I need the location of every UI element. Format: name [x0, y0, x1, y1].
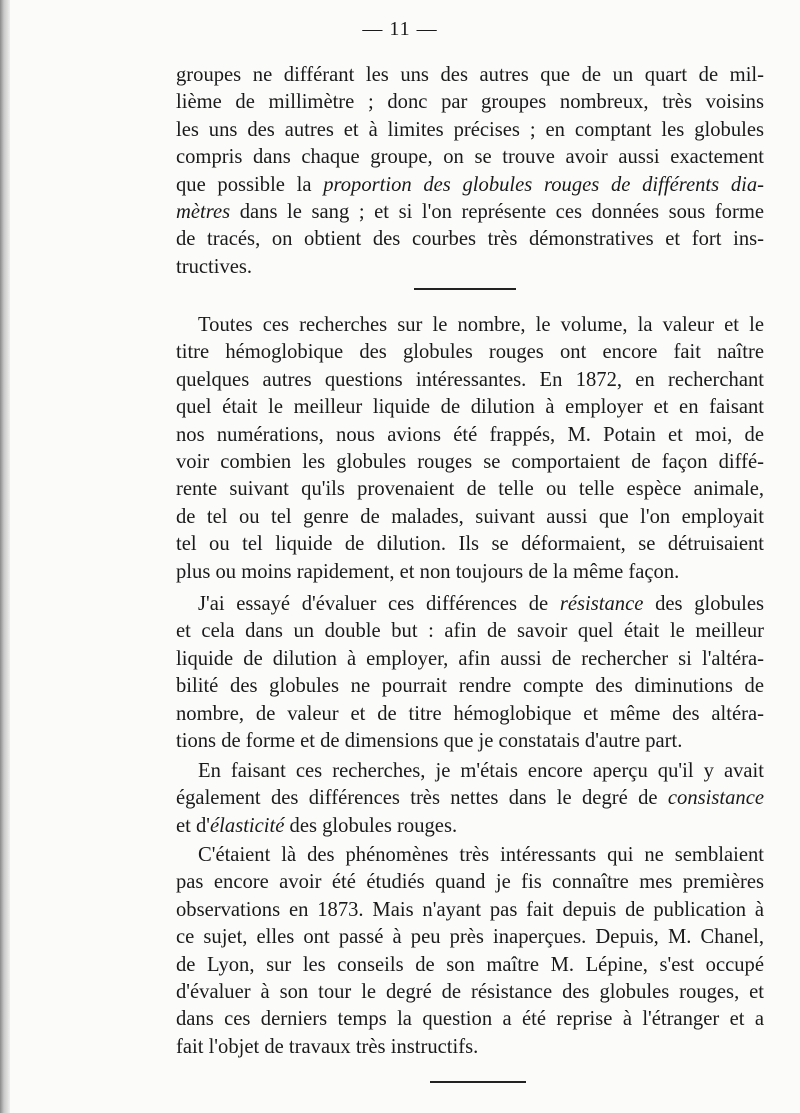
text-line: et d'élasticité des globules rouges.: [176, 814, 458, 837]
italic-term: consistance: [667, 787, 764, 810]
paragraph-text: [176, 758, 764, 840]
text-line: d'évaluer à son tour le degré de résistance des globules rouges, et: [176, 981, 764, 1004]
text-line: tel ou tel liquide de dilution. Ils se déformaient, se détruisaient: [176, 533, 764, 556]
text-line: ce sujet, elles ont passé à peu près inaperçues. Depuis, M. Chanel,: [176, 926, 764, 949]
page-number: — 11 —: [362, 18, 438, 40]
page-binding-edge: [0, 0, 10, 1113]
text-line: En faisant ces recherches, je m'étais encore aperçu qu'il y avait: [198, 760, 764, 782]
paragraph-1: [176, 62, 764, 281]
text-line: quelques autres questions intéressantes. En 1872, en recherchant: [176, 368, 764, 391]
text-line: fait l'objet de travaux très instructifs.: [176, 1035, 479, 1058]
text-line: les uns des autres et à limites précises ; en comptant les globules: [176, 118, 764, 141]
text-line: mètres dans le sang ; et si l'on représente ces données sous forme: [176, 201, 764, 224]
text-line: dans ces derniers temps la question a été reprise à l'étranger et a: [176, 1008, 764, 1031]
text-line: compris dans chaque groupe, on se trouve avoir aussi exactement: [176, 146, 764, 169]
paragraph-3: [176, 591, 764, 755]
text-line: groupes ne différant les uns des autres que de un quart de mil-: [176, 64, 764, 86]
text-line: observations en 1873. Mais n'ayant pas fait depuis de publication à: [176, 898, 764, 921]
text-line: C'étaient là des phénomènes très intéressants qui ne semblaient: [198, 844, 764, 866]
paragraph-text: [176, 312, 764, 586]
paragraph-4: [176, 758, 764, 840]
text-line: nombre, de valeur et de titre hémoglobique et même des altéra-: [176, 702, 764, 725]
italic-term: mètres: [176, 201, 231, 224]
text-line: de tracés, on obtient des courbes très démonstratives et fort ins-: [176, 228, 764, 251]
italic-term: résistance: [559, 593, 644, 615]
text-line: plus ou moins rapidement, et non toujours de la même façon.: [176, 560, 680, 583]
text-line: bilité des globules ne pourrait rendre compte des diminutions de: [176, 675, 764, 698]
text-line: de tel ou tel genre de malades, suivant aussi que l'on employait: [176, 505, 764, 528]
text-line: J'ai essayé d'évaluer ces différences de résistance des globules: [198, 593, 764, 615]
paragraph-text: [176, 62, 764, 281]
italic-term: élasticité: [210, 814, 285, 837]
text-line: et cela dans un double but : afin de savoir quel était le meilleur: [176, 620, 764, 643]
italic-term: proportion des globules rouges de différents dia-: [323, 173, 764, 196]
text-line: que possible la proportion des globules rouges de différents dia-: [176, 173, 764, 196]
section-divider-rule: [414, 288, 516, 290]
text-line: de Lyon, sur les conseils de son maître M. Lépine, s'est occupé: [176, 953, 764, 976]
paragraph-5: [176, 842, 764, 1061]
text-line: également des différences très nettes dans le degré de consistance: [176, 787, 764, 810]
text-line: titre hémoglobique des globules rouges ont encore fait naître: [176, 341, 764, 364]
paragraph-2: [176, 312, 764, 586]
text-line: tructives.: [176, 255, 253, 278]
text-line: tions de forme et de dimensions que je constatais d'autre part.: [176, 730, 683, 753]
text-line: voir combien les globules rouges se comportaient de façon diffé-: [176, 451, 764, 474]
text-line: quel était le meilleur liquide de dilution à employer et en faisant: [176, 396, 764, 419]
text-line: pas encore avoir été étudiés quand je fis connaître mes premières: [176, 871, 764, 894]
text-line: lième de millimètre ; donc par groupes nombreux, très voisins: [176, 91, 764, 114]
text-line: nos numérations, nous avions été frappés, M. Potain et moi, de: [176, 423, 764, 446]
end-divider-rule: [430, 1081, 526, 1083]
paragraph-text: [176, 591, 764, 755]
paragraph-text: [176, 842, 764, 1061]
text-line: Toutes ces recherches sur le nombre, le volume, la valeur et le: [198, 314, 764, 336]
text-line: rente suivant qu'ils provenaient de telle ou telle espèce animale,: [176, 478, 764, 501]
text-line: liquide de dilution à employer, afin aussi de rechercher si l'altéra-: [176, 647, 764, 670]
